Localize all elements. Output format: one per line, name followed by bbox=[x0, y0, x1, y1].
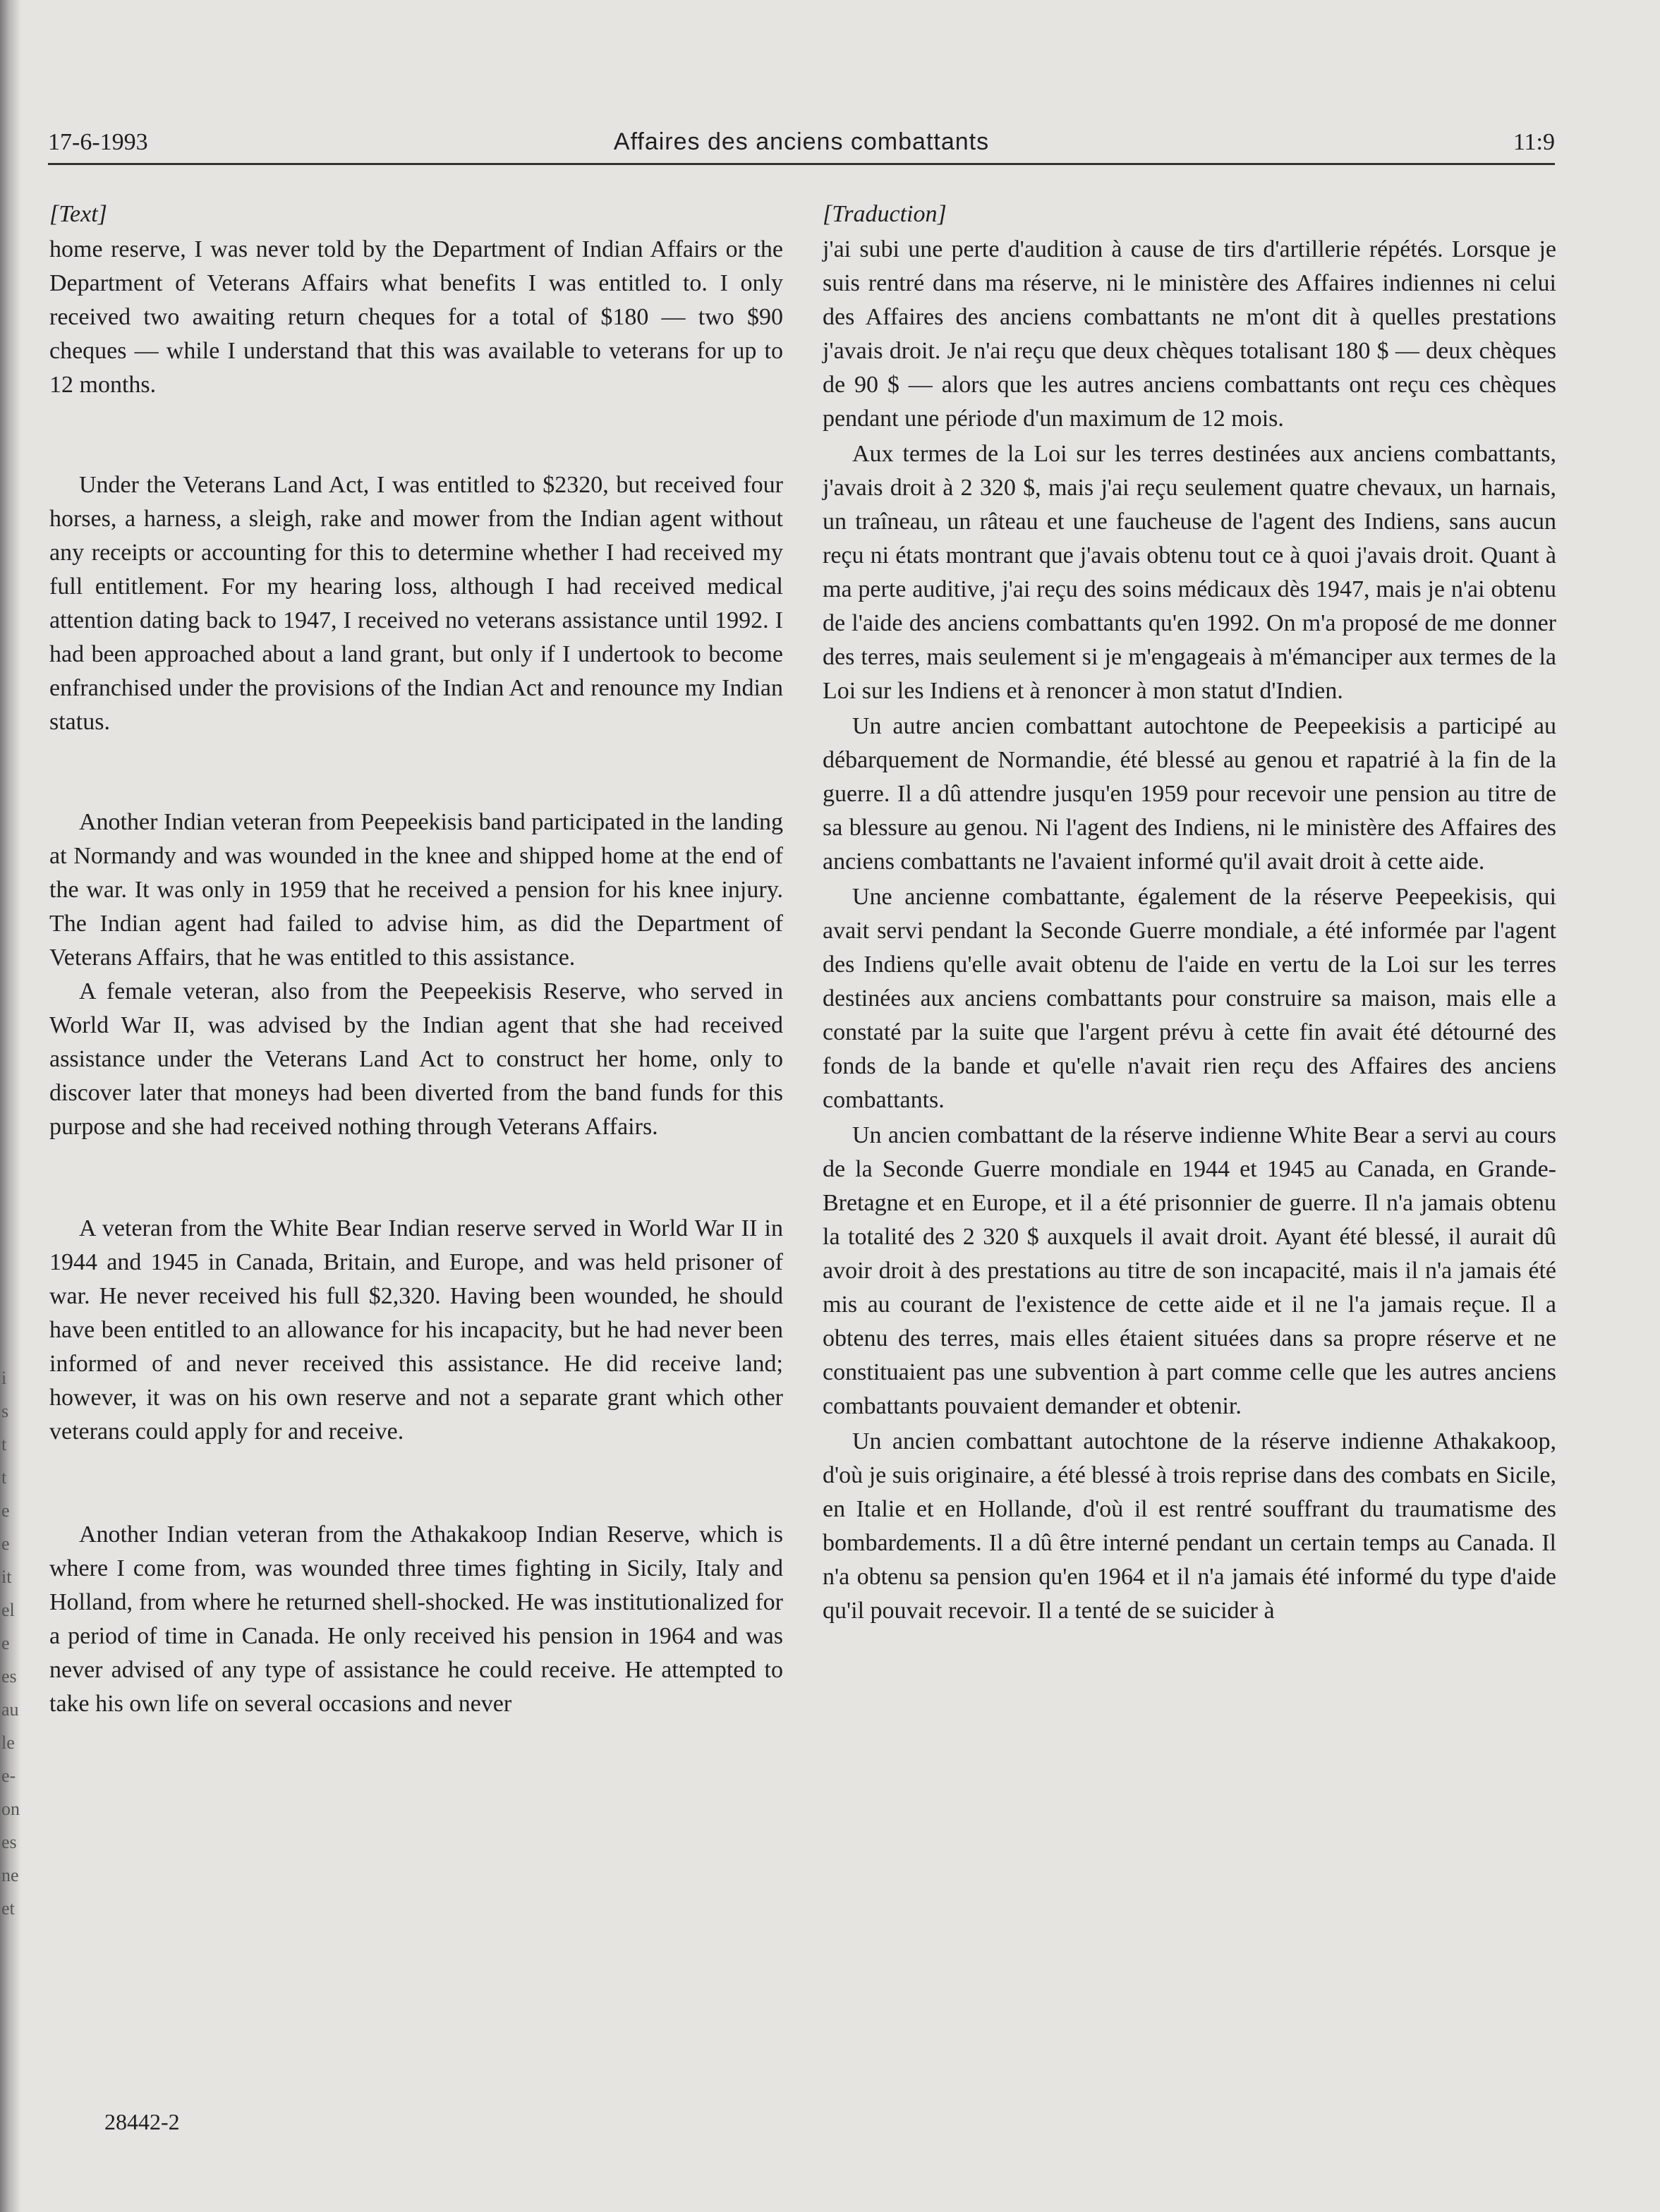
edge-fragment: et bbox=[1, 1898, 15, 1919]
english-column bbox=[49, 198, 783, 1721]
edge-fragment: i bbox=[1, 1368, 7, 1388]
paragraph: A veteran from the White Bear Indian reserve served in World War II in 1944 and 1945 in Canada, Britain, and Europe, and was held prisoner of war. He never received his full $2,320. Having been wounded, he should have been entitled to an allowance for his incapacity, but he had never been informed of and never received this assistance. He did receive land; however, it was on his own reserve and not a separate grant which other veterans could apply for and receive. bbox=[49, 1215, 783, 1445]
edge-fragment: au bbox=[1, 1699, 19, 1720]
paragraph: Un autre ancien combattant autochtone de Peepeekisis a participé au débarquement de Normandie, été blessé au genou et rapatrié à la fin de la guerre. Il a dû attendre jusqu'en 1959 pour recevoir une pension au titre de sa blessure au genou. Ni l'agent des Indiens, ni le ministère des Affaires des anciens combattants ne l'avaient informé qu'il avait droit à cette aide. bbox=[823, 713, 1556, 875]
edge-fragment: e- bbox=[1, 1766, 16, 1786]
french-column bbox=[823, 198, 1556, 1628]
paragraph: A female veteran, also from the Peepeekisis Reserve, who served in World War II, was advised by the Indian agent that she had received assistance under the Veterans Land Act to construct her home, only to discover later that moneys had been diverted from the band funds for this purpose and she had received nothing through Veterans Affairs. bbox=[49, 978, 783, 1140]
paragraph: Un ancien combattant autochtone de la réserve indienne Athakakoop, d'où je suis originaire, a été blessé à trois reprise dans des combats en Sicile, en Italie et en Hollande, d'où il est rentré souffrant du traumatisme des bombardements. Il a dû être interné pendant un certain temps au Canada. Il n'a obtenu sa pension qu'en 1964 et il n'a jamais été informé du type d'aide qu'il pouvait recevoir. Il a tenté de se suicider à bbox=[823, 1428, 1556, 1624]
edge-fragment: it bbox=[1, 1567, 12, 1587]
paragraph: Aux termes de la Loi sur les terres destinées aux anciens combattants, j'avais droit à 2 320 $, mais j'ai reçu seulement quatre chevaux, un harnais, un traîneau, un râteau et une faucheuse de l'agent des Indiens, sans aucun reçu ni états montrant que j'avais obtenu tout ce à quoi j'avais droit. Quant à ma perte auditive, j'ai reçu des soins médicaux dès 1947, mais je n'ai obtenu de l'aide des anciens combattants qu'en 1992. On m'a proposé de me donner des terres, mais seulement si je m'engageais à m'émanciper aux termes de la Loi sur les Indiens et à renoncer à mon statut d'Indien. bbox=[823, 441, 1556, 704]
paragraph: Another Indian veteran from Peepeekisis band participated in the landing at Normandy and was wounded in the knee and shipped home at the end of the war. It was only in 1959 that he received a pension for his knee injury. The Indian agent had failed to advise him, as did the Department of Veterans Affairs, that he was entitled to this assistance. bbox=[49, 809, 783, 971]
paragraph: Under the Veterans Land Act, I was entitled to $2320, but received four horses, a harness, a sleigh, rake and mower from the Indian agent without any receipts or accounting for this to determine whether I had received my full entitlement. For my hearing loss, although I had received medical attention dating back to 1947, I received no veterans assistance until 1992. I had been approached about a land grant, but only if I undertook to become enfranchised under the provisions of the Indian Act and renounce my Indian status. bbox=[49, 472, 783, 735]
paragraph: Another Indian veteran from the Athakakoop Indian Reserve, which is where I come from, was wounded three times fighting in Sicily, Italy and Holland, from where he returned shell-shocked. He was institutionalized for a period of time in Canada. He only received his pension in 1964 and was never advised of any type of assistance he could receive. He attempted to take his own life on several occasions and never bbox=[49, 1521, 783, 1717]
edge-fragment: e bbox=[1, 1633, 10, 1653]
edge-fragment: es bbox=[1, 1666, 17, 1687]
paragraph: Une ancienne combattante, également de la réserve Peepeekisis, qui avait servi pendant la Seconde Guerre mondiale, a été informée par l'agent des Indiens qu'elle avait obtenu de l'aide en vertu de la Loi sur les terres destinées aux anciens combattants pour construire sa maison, mais elle a constaté par la suite que l'argent prévu à cette fin avait été détourné des fonds de la bande et qu'elle n'avait rien reçu des Affaires des anciens combattants. bbox=[823, 884, 1556, 1113]
edge-fragment: e bbox=[1, 1500, 10, 1521]
paragraph: home reserve, I was never told by the Department of Indian Affairs or the Department of Veterans Affairs what benefits I was entitled to. I only received two awaiting return cheques for a total of $180 — two $90 cheques — while I understand that this was available to veterans for up to 12 months. bbox=[49, 236, 783, 398]
edge-fragment: el bbox=[1, 1600, 15, 1620]
edge-fragment: t bbox=[1, 1467, 7, 1488]
running-header bbox=[48, 123, 1555, 165]
column-label: [Text] bbox=[49, 201, 107, 227]
column-label: [Traduction] bbox=[823, 201, 947, 227]
edge-fragment: e bbox=[1, 1533, 10, 1554]
header-date: 17-6-1993 bbox=[48, 129, 148, 155]
edge-fragment: s bbox=[1, 1401, 9, 1421]
header-title: Affaires des anciens combattants bbox=[613, 128, 990, 155]
paragraph: Un ancien combattant de la réserve indienne White Bear a servi au cours de la Seconde Guerre mondiale en 1944 et 1945 au Canada, en Grande-Bretagne et en Europe, et il a été prisonnier de guerre. Il n'a jamais obtenu la totalité des 2 320 $ auxquels il avait droit. Ayant été blessé, il aurait dû avoir droit à des prestations au titre de son incapacité, mais il n'a jamais été mis au courant de l'existence de cette aide et il ne l'a jamais reçue. Il a obtenu des terres, mais elles étaient situées dans sa propre réserve et ne constituaient pas une subvention à part comme celle que les autres anciens combattants pouvaient demander et obtenir. bbox=[823, 1122, 1556, 1419]
header-page-number: 11:9 bbox=[1513, 129, 1555, 155]
edge-fragment: le bbox=[1, 1732, 15, 1753]
facing-page-edge-fragments bbox=[1, 1361, 20, 1925]
edge-fragment: on bbox=[1, 1799, 20, 1819]
edge-fragment: es bbox=[1, 1832, 17, 1852]
edge-fragment: ne bbox=[1, 1865, 19, 1885]
paragraph: j'ai subi une perte d'audition à cause de tirs d'artillerie répétés. Lorsque je suis rentré dans ma réserve, ni le ministère des Affaires indiennes ni celui des Affaires des anciens combattants ne m'ont dit à quelles prestations j'avais droit. Je n'ai reçu que deux chèques totalisant 180 $ — deux chèques de 90 $ — alors que les autres anciens combattants ont reçu ces chèques pendant une période d'un maximum de 12 mois. bbox=[823, 236, 1556, 432]
print-code: 28442-2 bbox=[104, 2109, 180, 2134]
edge-fragment: t bbox=[1, 1434, 7, 1454]
